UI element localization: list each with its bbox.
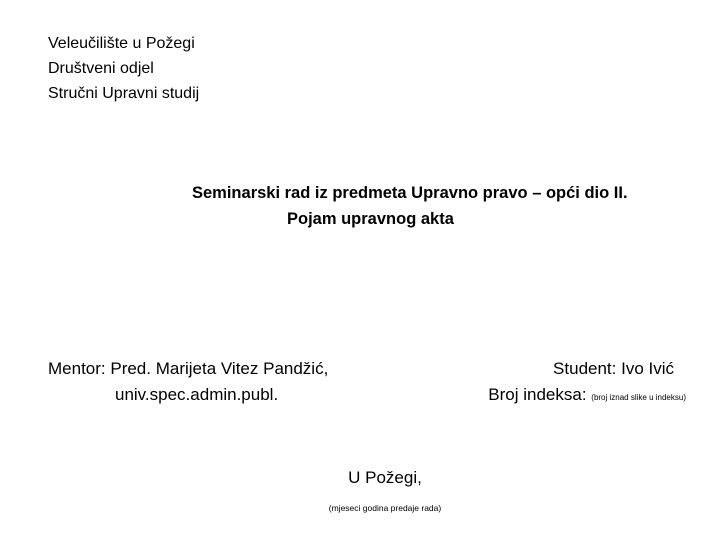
index-label: Broj indeksa: xyxy=(488,385,587,404)
mentor-block xyxy=(48,356,328,408)
paper-subject-title: Seminarski rad iz predmeta Upravno pravo – opći dio II. xyxy=(192,184,628,202)
mentor-name: Mentor: Pred. Marijeta Vitez Pandžić, xyxy=(48,359,329,378)
study-program: Stručni Upravni studij xyxy=(48,85,200,102)
student-name: Student: Ivo Ivić xyxy=(553,359,674,378)
student-index xyxy=(488,382,686,411)
place-line: U Požegi, xyxy=(348,468,422,487)
institution-name: Veleučilište u Požegi xyxy=(48,35,195,52)
paper-topic-title: Pojam upravnog akta xyxy=(287,210,454,228)
date-note: (mjeseci godina predaje rada) xyxy=(328,503,442,513)
department-name: Društveni odjel xyxy=(48,60,154,77)
index-note: (broj iznad slike u indeksu) xyxy=(591,393,686,402)
mentor-title: univ.spec.admin.publ. xyxy=(115,385,279,404)
student-block xyxy=(488,356,686,411)
institution-block xyxy=(48,31,199,106)
